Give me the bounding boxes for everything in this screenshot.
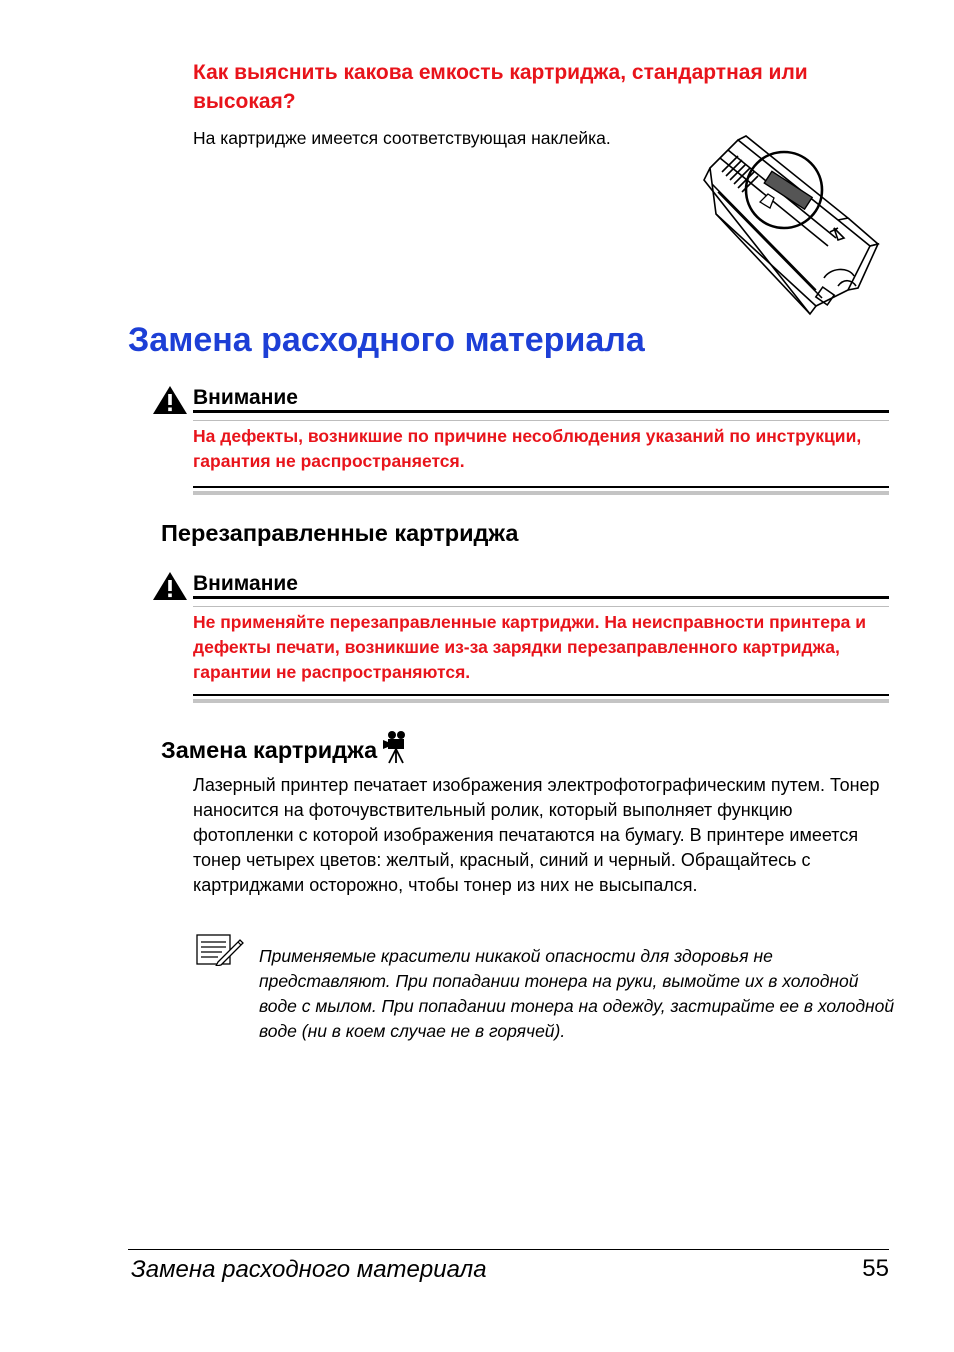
subsection-title-replace — [161, 730, 409, 765]
question-heading: Как выяснить какова емкость картриджа, стандартная или высокая? — [193, 61, 808, 113]
section-title: Замена расходного материала — [128, 321, 645, 359]
caution-bottom-rule — [193, 486, 889, 495]
footer-title: Замена расходного материала — [131, 1256, 487, 1283]
caution-top-rule — [193, 596, 889, 607]
cartridge-illustration — [698, 128, 882, 318]
caution-text: На дефекты, возникшие по причине несоблюдения указаний по инструкции, гарантия не распространяется. — [193, 426, 862, 471]
caution-bottom-rule — [193, 694, 889, 703]
caution-block-2 — [152, 569, 889, 703]
note-pencil-icon — [196, 934, 244, 966]
caution-label: Внимание — [193, 386, 298, 409]
caution-top-rule — [193, 410, 889, 421]
question-answer: На картридже имеется соответствующая наклейка. — [193, 128, 611, 148]
warning-icon — [152, 385, 188, 415]
caution-text: Не применяйте перезаправленные картриджи. На неисправности принтера и дефекты печати, возникшие из-за зарядки перезаправленного картриджа, гарантии не распространяются. — [193, 612, 867, 682]
caution-label: Внимание — [193, 572, 298, 595]
subsection-title-replace-text: Замена картриджа — [161, 737, 378, 763]
replace-description: Лазерный принтер печатает изображения электрофотографическим путем. Тонер наносится на фоточувствительный ролик, который выполняет функцию фотопленки с которой изображения печатаются на бумагу. В принтере имеется тонер четырех цветов: желтый, красный, синий и черный. Обращайтесь с картриджами осторожно, чтобы тонер из них не высыпался. — [193, 775, 880, 895]
warning-icon — [152, 571, 188, 601]
caution-block-1 — [152, 383, 889, 495]
footer-rule — [128, 1249, 889, 1250]
subsection-title-refilled: Перезаправленные картриджа — [161, 520, 519, 546]
movie-camera-icon — [383, 730, 409, 764]
page-number: 55 — [862, 1255, 889, 1282]
note-text: Применяемые красители никакой опасности для здоровья не представляют. При попадании тонера на руки, вымойте их в холодной воде с мылом. При попадании тонера на одежду, застирайте ее в холодной воде (ни в коем случае не в горячей). — [259, 946, 895, 1041]
